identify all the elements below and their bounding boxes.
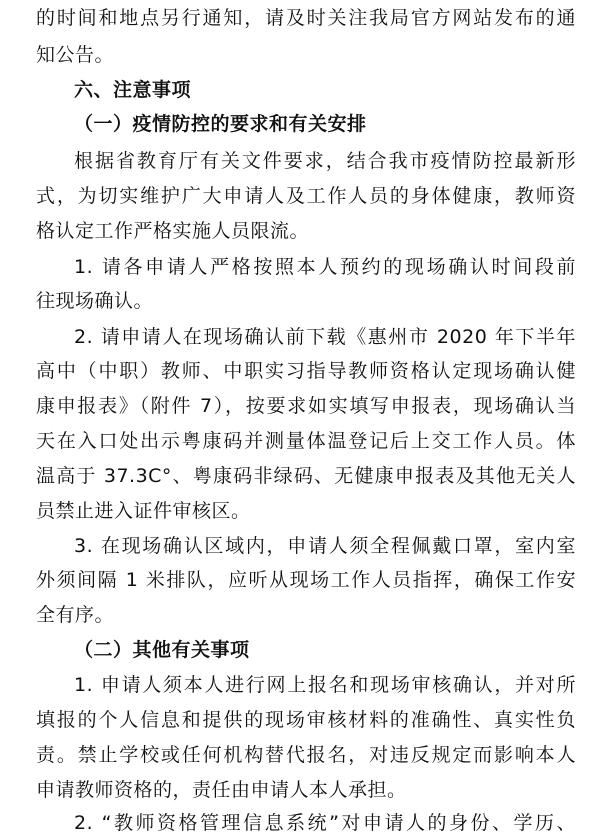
item3-line-1: 3. 在现场确认区域内，申请人须全程佩戴口罩，室内室 — [74, 535, 576, 557]
other1-line-1: 1. 申请人须本人进行网上报名和现场审核确认，并对所 — [74, 674, 576, 696]
other1-line-4: 申请教师资格的，责任由申请人本人承担。 — [36, 779, 407, 801]
p1-line-2: 式，为切实维护广大申请人及工作人员的身体健康，教师资 — [36, 185, 576, 207]
p1-line-1: 根据省教育厅有关文件要求，结合我市疫情防控最新形 — [74, 150, 576, 172]
item2-line-4: 天在入口处出示粤康码并测量体温登记后上交工作人员。体 — [36, 430, 576, 452]
other2-line-1: 2. “教师资格管理信息系统”对申请人的身份、学历、 — [74, 812, 576, 834]
item1-line-1: 1. 请各申请人严格按照本人预约的现场确认时间段前 — [74, 256, 576, 278]
intro-line-2: 知公告。 — [36, 44, 115, 66]
intro-line-1: 的时间和地点另行通知，请及时关注我局官方网站发布的通 — [36, 7, 576, 29]
item3-line-2: 外须间隔 1 米排队，应听从现场工作人员指挥，确保工作安 — [36, 569, 576, 591]
other1-line-2: 填报的个人信息和提供的现场审核材料的准确性、真实性负 — [36, 709, 576, 731]
item3-line-3: 全有序。 — [36, 604, 115, 626]
subheading-other-matters: （二）其他有关事项 — [74, 639, 250, 661]
item2-line-2: 高中（中职）教师、中职实习指导教师资格认定现场确认健 — [36, 360, 576, 382]
item2-line-3: 康申报表》（附件 7），按要求如实填写申报表，现场确认当 — [36, 395, 576, 417]
p1-line-3: 格认定工作严格实施人员限流。 — [36, 220, 310, 242]
item2-line-6: 员禁止进入证件审核区。 — [36, 500, 251, 522]
other1-line-3: 责。禁止学校或任何机构替代报名，对违反规定而影响本人 — [36, 744, 576, 766]
section-six-heading: 六、注意事项 — [74, 79, 192, 101]
subheading-epidemic-control: （一）疫情防控的要求和有关安排 — [74, 113, 367, 135]
item2-line-1: 2. 请申请人在现场确认前下载《惠州市 2020 年下半年 — [74, 326, 576, 348]
item2-line-5: 温高于 37.3C°、粤康码非绿码、无健康申报表及其他无关人 — [36, 465, 576, 487]
item1-line-2: 往现场确认。 — [36, 290, 154, 312]
